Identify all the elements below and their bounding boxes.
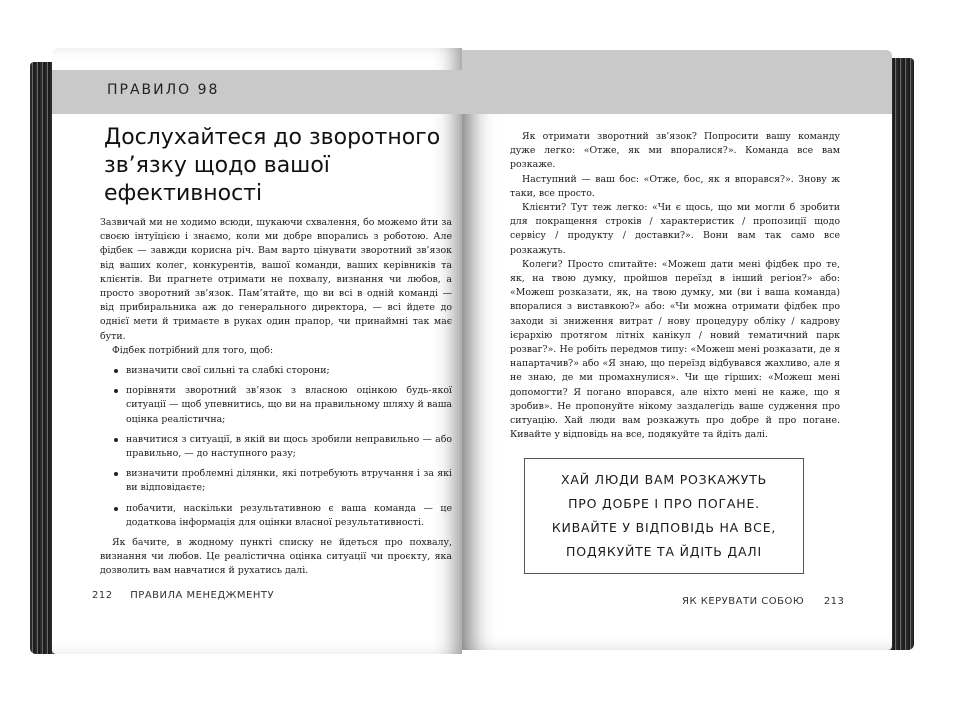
quote-line: ПОДЯКУЙТЕ ТА ЙДІТЬ ДАЛІ — [566, 544, 762, 559]
rule-label: ПРАВИЛО 98 — [107, 82, 220, 98]
left-body — [100, 216, 452, 579]
bullet-item: побачити, наскільки результативною є ваша команда — це додаткова інформація для оцінки власної результативності. — [114, 502, 452, 530]
paragraph: Клієнти? Тут теж легко: «Чи є щось, що ми могли б зробити для покращення строків / характеристик / пропозиції щодо сервісу / продукту / доставки?». Вони вам так само все розкажуть. — [510, 202, 840, 256]
title-line: Дослухайтеся до зворотного — [104, 125, 441, 150]
bullet-item: визначити свої сильні та слабкі сторони; — [114, 364, 452, 378]
title-line: ефективності — [104, 181, 263, 206]
pull-quote-box — [524, 458, 804, 574]
left-footer — [92, 590, 274, 601]
paragraph: Зазвичай ми не ходимо всюди, шукаючи схвалення, бо можемо йти за своєю інтуїцією і знаємо, коли ми добре впорались з роботою. Але фідбек — завжди корисна річ. Вам варто цінувати зворотний зв’язок від ваших колег, конкурентів, вашої команди, ваших керівників та клієнтів. Ви прагнете отримати не похвалу, визнання чи любов, а просто зворотний зв’язок. Пам’ятайте, що ви всі в одній команді — від прибиральника аж до генерального директора, — всі йдете до однієї мети й тримаєте в руках один прапор, чи принаймні так має бути. — [100, 217, 452, 342]
paragraph: Як бачите, в жодному пункті списку не йдеться про похвалу, визнання чи любов. Це реалістична оцінка ситуації чи проєкту, яка дозволить вам навчатися й рухатись далі. — [100, 537, 452, 577]
bullet-item: навчитися з ситуації, в якій ви щось зробили неправильно — або правильно, — до наступного разу; — [114, 433, 452, 461]
right-page — [462, 50, 892, 650]
paragraph: Фідбек потрібний для того, щоб: — [112, 344, 274, 356]
bullet-list — [100, 364, 452, 530]
paragraph: Колеги? Просто спитайте: «Можеш дати мені фідбек про те, як, на твою думку, пройшов переїзд в інший регіон?» або: «Можеш розказати, як, на твою думку, ми (ви і ваша команда) впоралися з виставкою?» або: «Чи можна отримати фідбек про заходи зі зниження витрат / нову процедуру обліку / кадрову ієрархію протягом літніх канікул / новий тематичний парк розваг?». Не робіть передмов типу: «Можеш мені розказати, де я напартачив?» або «Я знаю, що переїзд відбувався жахливо, але я не знаю, де ми промахнулися». Чи ще гірших: «Можеш мені допомогти? Я погано впорався, але ніхто мені не каже, що я зробив». Не пропонуйте нікому заздалегідь ваше судження про ситуацію. Хай люди вам розкажуть про добре й про погане. Кивайте у відповідь на все, подякуйте та йдіть далі. — [510, 258, 840, 441]
page-number: 212 — [92, 590, 113, 601]
running-title: ЯК КЕРУВАТИ СОБОЮ — [682, 596, 805, 607]
paragraph: Наступний — ваш бос: «Отже, бос, як я впорався?». Знову ж таки, все просто. — [510, 173, 840, 199]
chapter-title — [104, 124, 444, 208]
right-footer — [682, 596, 844, 607]
page-number: 213 — [823, 596, 845, 607]
quote-line: КИВАЙТЕ У ВІДПОВІДЬ НА ВСЕ, — [551, 520, 777, 535]
quote-line: ПРО ДОБРЕ І ПРО ПОГАНЕ. — [568, 496, 760, 511]
right-header-band — [462, 50, 892, 114]
right-body — [510, 130, 840, 442]
title-line: зв’язку щодо вашої — [104, 153, 330, 178]
running-title: ПРАВИЛА МЕНЕДЖМЕНТУ — [130, 590, 275, 601]
bullet-item: визначити проблемні ділянки, які потребують втручання і за які ви відповідаєте; — [114, 467, 452, 495]
bullet-item: порівняти зворотний зв’язок з власною оцінкою будь-якої ситуації — щоб упевнитись, що ви на правильному шляху й ваша оцінка реалістична; — [114, 384, 452, 427]
left-page — [52, 48, 462, 654]
quote-line: ХАЙ ЛЮДИ ВАМ РОЗКАЖУТЬ — [560, 472, 767, 487]
paragraph: Як отримати зворотний зв’язок? Попросити вашу команду дуже легко: «Отже, як ми впоралися?». Команда все вам розкаже. — [510, 131, 840, 171]
